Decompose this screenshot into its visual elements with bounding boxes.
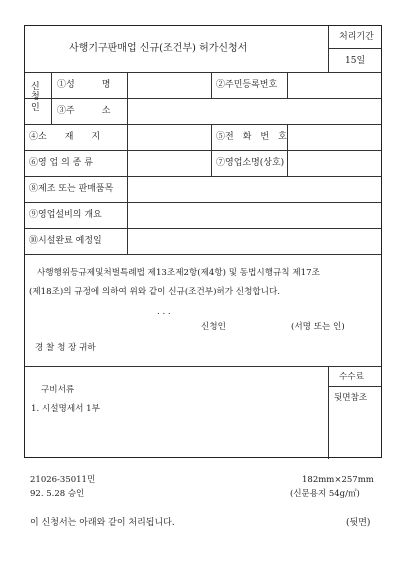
col-divider [211,72,212,98]
recipient-label: 경 찰 청 장 귀하 [35,343,96,353]
field-completion-label: ⑩시설완료 예정일 [29,236,102,246]
row-divider [328,386,381,387]
row-divider [25,176,381,177]
col-divider [328,366,329,459]
field-name-label: ①성 명 [57,80,111,90]
col-divider [51,72,52,124]
row-divider [25,124,381,125]
field-business-name-label: ⑦영업소명(상호) [216,158,285,168]
applicant-signature-label: 신청인 [201,322,226,332]
col-divider [287,72,288,98]
statement-line-1: 사행행위등규제및처벌특례법 제13조제2항(제4항) 및 동법시행규칙 제17조 [37,268,320,278]
field-facility-label: ⑨영업설비의 개요 [29,210,102,220]
row-divider [25,150,381,151]
applicant-group-label: 신청인 [31,82,40,113]
processing-note: 이 신청서는 아래와 같이 처리됩니다. [30,518,175,528]
row-divider [25,254,381,255]
fee-value: 뒷면참조 [334,393,368,403]
col-divider [287,124,288,176]
signature-note: (서명 또는 인) [291,322,345,332]
row-divider [328,48,381,49]
paper-size: 182mm×257mm [302,475,374,485]
back-page-note: (뒷면) [346,518,371,528]
row-divider [25,202,381,203]
field-products-label: ⑧제조 또는 판매품목 [29,184,114,194]
row-divider [25,228,381,229]
date-line: . . . [157,307,171,317]
form-code: 21026-35011민 [30,475,96,485]
row-divider [25,98,381,99]
row-divider [25,72,381,73]
processing-period-label: 처리기간 [339,32,374,42]
col-divider [328,26,329,72]
field-address-label: ③주 소 [57,106,111,116]
col-divider [127,72,128,254]
documents-item: 1. 시설명세서 1부 [31,404,100,414]
col-divider [211,124,212,176]
fee-label: 수수료 [339,372,364,382]
application-form [24,25,382,458]
field-resident-no-label: ②주민등록번호 [216,80,278,90]
paper-type: (신문용지 54g/㎡) [290,489,360,499]
approval-date: 92. 5.28 승인 [30,489,85,499]
form-title: 사행기구판매업 신규(조건부) 허가신청서 [69,43,248,54]
field-phone-label: ⑤전 화 번 호 [216,132,287,142]
processing-period-value: 15일 [345,56,366,66]
documents-heading: 구비서류 [41,385,75,395]
field-location-label: ④소 재 지 [29,132,101,142]
field-business-type-label: ⑥영 업 의 종 류 [29,158,93,168]
statement-line-2: (제18조)의 규정에 의하여 위와 같이 신규(조건부)허가 신청합니다. [29,287,281,297]
